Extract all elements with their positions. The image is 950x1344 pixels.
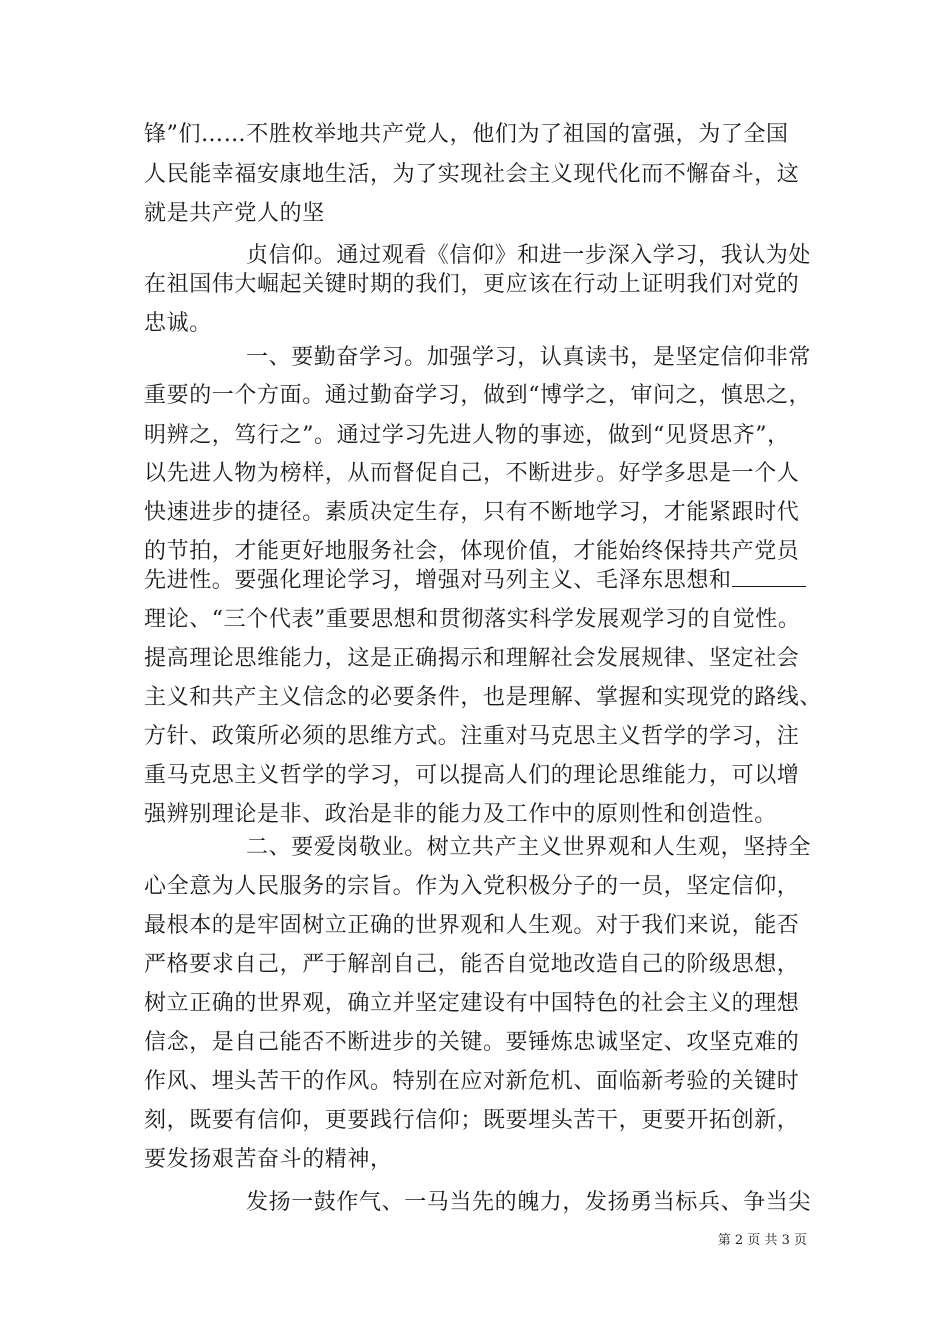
text-line: 贞信仰。通过观看《信仰》和进一步深入学习，我认为处 (246, 243, 812, 268)
text-line: 发扬一鼓作气、一马当先的魄力，发扬勇当标兵、争当尖 (246, 1190, 812, 1215)
text-line: 就是共产党人的坚 (144, 201, 325, 226)
text-line: 明辨之，笃行之”。通过学习先进人物的事迹，做到“见贤思齐”， (144, 423, 790, 448)
text-line: 忠诚。 (144, 311, 212, 336)
text-line: 最根本的是牢固树立正确的世界观和人生观。对于我们来说，能否 (144, 913, 800, 938)
text-line: 要发扬艰苦奋斗的精神， (144, 1147, 393, 1172)
text-line: 人民能幸福安康地生活，为了实现社会主义现代化而不懈奋斗，这 (144, 162, 800, 187)
text-line: 严格要求自己，严于解剖自己，能否自觉地改造自己的阶级思想， (144, 952, 800, 977)
text-line: 的节拍，才能更好地服务社会，体现价值，才能始终保持共产党员 (144, 539, 800, 564)
text-line: 信念，是自己能否不断进步的关键。要锤炼忠诚坚定、攻坚克难的 (144, 1030, 800, 1055)
text-line: 在祖国伟大崛起关键时期的我们，更应该在行动上证明我们对党的 (144, 272, 800, 297)
text-line: 以先进人物为榜样，从而督促自己，不断进步。好学多思是一个人 (144, 461, 800, 486)
text-line: 作风、埋头苦干的作风。特别在应对新危机、面临新考验的关键时 (144, 1069, 800, 1094)
text-line: 锋”们……不胜枚举地共产党人，他们为了祖国的富强，为了全国 (144, 122, 789, 147)
text-line: 刻，既要有信仰，更要践行信仰；既要埋头苦干，更要开拓创新， (144, 1108, 800, 1133)
text-line-content: 先进性。要强化理论学习，增强对马列主义、毛泽东思想和 (144, 568, 732, 593)
text-line: 快速进步的捷径。素质决定生存，只有不断地学习，才能紧跟时代 (144, 500, 800, 525)
text-line: 理论、“三个代表”重要思想和贯彻落实科学发展观学习的自觉性。 (144, 607, 801, 632)
text-line: 主义和共产主义信念的必要条件，也是理解、掌握和实现党的路线、 (144, 685, 823, 710)
text-line: 心全意为人民服务的宗旨。作为入党积极分子的一员，坚定信仰， (144, 874, 800, 899)
text-line: 重要的一个方面。通过勤奋学习，做到“博学之，审问之，慎思之， (144, 383, 812, 408)
text-line: 树立正确的世界观，确立并坚定建设有中国特色的社会主义的理想 (144, 991, 800, 1016)
text-line: 提高理论思维能力，这是正确揭示和理解社会发展规律、坚定社会 (144, 646, 800, 671)
text-line: 一、要勤奋学习。加强学习，认真读书，是坚定信仰非常 (246, 345, 812, 370)
text-line: 强辨别理论是非、政治是非的能力及工作中的原则性和创造性。 (144, 802, 777, 827)
text-line: 重马克思主义哲学的学习，可以提高人们的理论思维能力，可以增 (144, 763, 800, 788)
text-line: 方针、政策所必须的思维方式。注重对马克思主义哲学的学习，注 (144, 724, 800, 749)
fill-in-blank (732, 568, 806, 587)
text-line (144, 568, 806, 594)
page-number: 第 2 页 共 3 页 (717, 1233, 807, 1248)
text-line: 二、要爱岗敬业。树立共产主义世界观和人生观，坚持全 (246, 835, 812, 860)
